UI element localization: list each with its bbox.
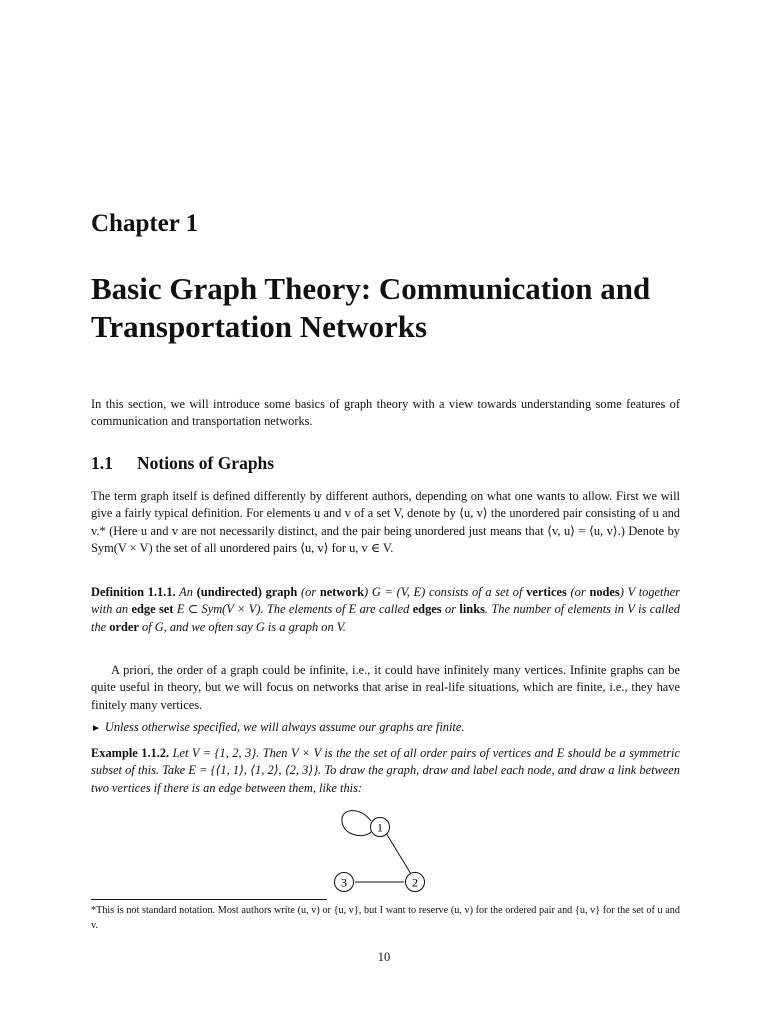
node-1-label: 1 [377,820,383,835]
definition-text: of G, and we often say G is a graph on V. [141,619,346,634]
definition-text: E ⊂ Sym(V × V). The elements of E are called [176,602,410,617]
section-title: Notions of Graphs [137,453,275,473]
section-heading [91,453,274,474]
example-label: Example 1.1.2. [91,746,170,760]
definition-1-1-1 [91,584,680,636]
term-edges: edges [412,602,442,617]
example-1-1-2 [91,745,680,797]
chapter-title: Basic Graph Theory: Communication and Transportation Networks [91,271,651,344]
definition-text: An [179,585,193,599]
triangle-marker-icon: ► [91,723,101,734]
term-vertices: vertices [526,585,567,599]
chapter-label: Chapter 1 [91,210,199,237]
definition-text: ) V together with an [91,585,680,617]
edge-1-2 [386,833,411,874]
term-order: order [109,619,139,634]
intro-paragraph: In this section, we will introduce some basics of graph theory with a view towards understanding some features of communication and transportation networks. [91,397,680,429]
example-text: Let V = {1, 2, 3}. Then V × V is the the set of all order pairs of vertices and E should be a symmetric subset of this. Take E = {⟨1, 1⟩, ⟨1, 2⟩, ⟨2, 3⟩}. To draw the graph, draw and label each node, and draw a link between two vertices if there is an edge between them, like this: [91,746,680,795]
definition-text: (or [570,585,586,599]
node-2 [406,873,425,892]
finiteness-note [91,719,680,737]
paragraph-finite-graphs: A priori, the order of a graph could be infinite, i.e., it could have infinitely many vertices. Infinite graphs can be quite useful in theory, but we will focus on networks that arise in real-life situations, which are finite, i.e., they have finitely many vertices. [91,663,680,712]
definition-text: or [445,602,457,617]
term-network: network [319,585,364,599]
node-2-label: 2 [412,875,418,890]
paragraph-graph-definition-intro: The term graph itself is defined differently by different authors, depending on what one wants to allow. First we will give a fairly typical definition. For elements u and v of a set V, denote by ⟨u, v⟩ the unordered pair consisting of u and v.* (Here u and v are not necessarily distinct, and the pair being unordered just means that ⟨v, u⟩ = ⟨u, v⟩.) Denote by Sym(V × V) the set of all unordered pairs ⟨u, v⟩ for u, v ∈ V. [91,489,680,556]
node-1 [371,818,390,837]
node-3 [335,873,354,892]
definition-text: (or [301,585,317,599]
note-text: Unless otherwise specified, we will always assume our graphs are finite. [104,720,465,734]
page-number: 10 [377,950,391,964]
definition-text: ) G = (V, E) consists of a set of [363,585,523,599]
example-graph-diagram [320,804,440,900]
section-number: 1.1 [91,453,113,473]
term-links: links [459,602,485,617]
definition-text: . The number of elements in V is called the [91,602,680,634]
node-3-label: 3 [341,875,347,890]
term-nodes: nodes [589,585,620,599]
edge-loop-1-1 [342,811,371,836]
footnote: *This is not standard notation. Most authors write (u, v) or {u, v}, but I want to reserve (u, v) for the ordered pair and {u, v} for the set of u and v. [91,905,680,931]
term-edge-set: edge set [131,602,174,617]
term-undirected-graph: (undirected) graph [196,585,298,599]
definition-label: Definition 1.1.1. [91,585,176,599]
footnote-divider [91,899,327,900]
